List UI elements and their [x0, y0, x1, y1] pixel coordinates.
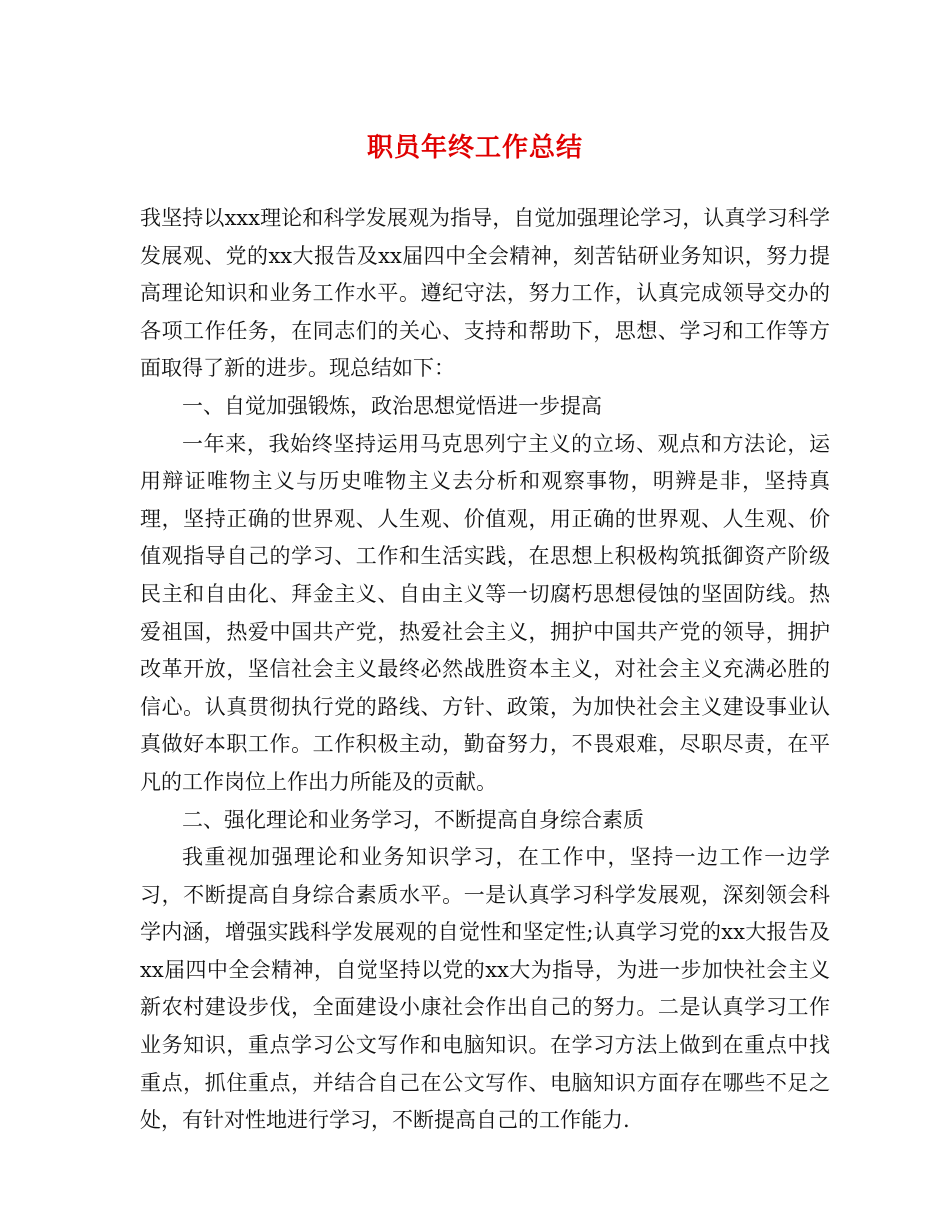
document-title: 职员年终工作总结	[366, 133, 583, 163]
document-body	[140, 200, 830, 1140]
paragraph-section-2: 我重视加强理论和业务知识学习，在工作中，坚持一边工作一边学习，不断提高自身综合素质水平。一是认真学习科学发展观，深刻领会科学内涵，增强实践科学发展观的自觉性和坚定性;认真学习党的xx大报告及xx届四中全会精神，自觉坚持以党的xx大为指导，为进一步加快社会主义新农村建设步伐，全面建设小康社会作出自己的努力。二是认真学习工作业务知识，重点学习公文写作和电脑知识。在学习方法上做到在重点中找重点，抓住重点，并结合自己在公文写作、电脑知识方面存在哪些不足之处，有针对性地进行学习，不断提高自己的工作能力.	[140, 845, 830, 1133]
section-heading-1: 一、自觉加强锻炼，政治思想觉悟进一步提高	[182, 393, 602, 418]
paragraph-intro: 我坚持以xxx理论和科学发展观为指导，自觉加强理论学习，认真学习科学发展观、党的xx大报告及xx届四中全会精神，刻苦钻研业务知识，努力提高理论知识和业务工作水平。遵纪守法，努力工作，认真完成领导交办的各项工作任务，在同志们的关心、支持和帮助下，思想、学习和工作等方面取得了新的进步。现总结如下：	[140, 206, 830, 381]
section-heading-2: 二、强化理论和业务学习，不断提高自身综合素质	[182, 807, 644, 832]
paragraph-section-1: 一年来，我始终坚持运用马克思列宁主义的立场、观点和方法论，运用辩证唯物主义与历史唯物主义去分析和观察事物，明辨是非，坚持真理，坚持正确的世界观、人生观、价值观，用正确的世界观、人生观、价值观指导自己的学习、工作和生活实践，在思想上积极构筑抵御资产阶级民主和自由化、拜金主义、自由主义等一切腐朽思想侵蚀的坚固防线。热爱祖国，热爱中国共产党，热爱社会主义，拥护中国共产党的领导，拥护改革开放，坚信社会主义最终必然战胜资本主义，对社会主义充满必胜的信心。认真贯彻执行党的路线、方针、政策，为加快社会主义建设事业认真做好本职工作。工作积极主动，勤奋努力，不畏艰难，尽职尽责，在平凡的工作岗位上作出力所能及的贡献。	[140, 431, 830, 794]
